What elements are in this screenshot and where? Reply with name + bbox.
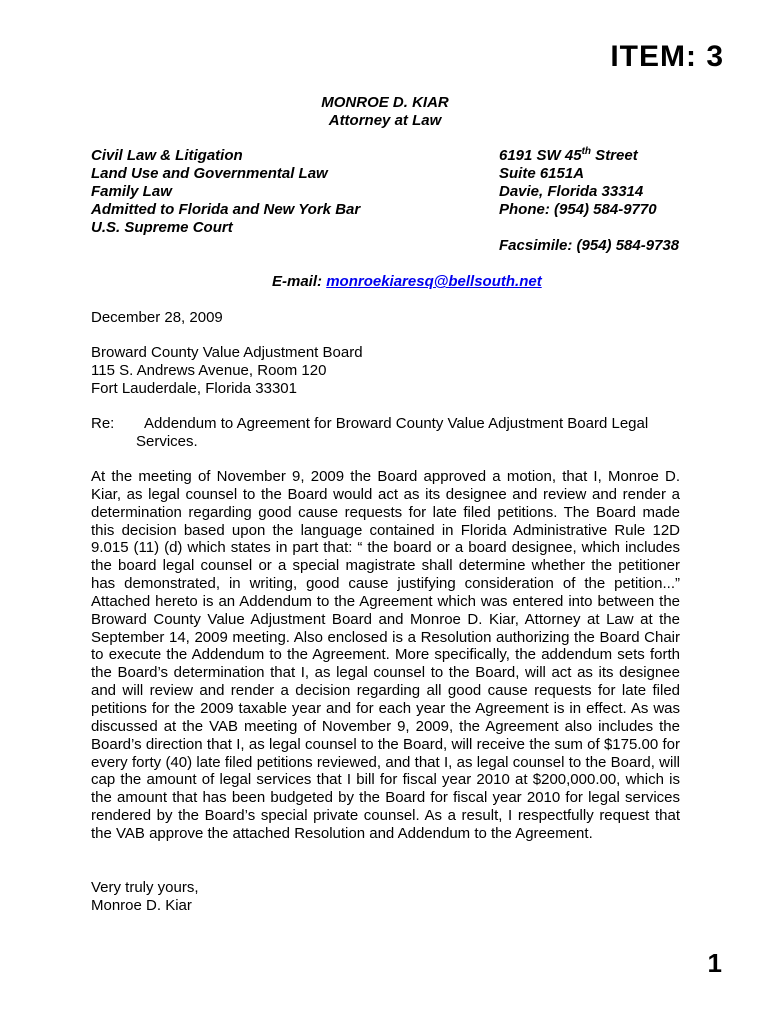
letterhead-name: MONROE D. KIAR: [321, 94, 449, 111]
re-label: Re:: [91, 415, 115, 432]
email-label: E-mail:: [272, 273, 327, 290]
re-text: Addendum to Agreement for Broward County Value Adjustment Board Legal Services.: [136, 415, 649, 450]
phone: Phone: (954) 584-9770: [499, 201, 657, 218]
address-suite: Suite 6151A: [499, 165, 585, 182]
address-city: Davie, Florida 33314: [499, 183, 644, 200]
practice-area: U.S. Supreme Court: [91, 219, 233, 236]
email-line: [272, 273, 542, 291]
office-contact: [499, 147, 679, 255]
street-suffix-sup: th: [581, 146, 592, 157]
address-street: [499, 147, 679, 165]
item-label: ITEM: 3: [610, 40, 724, 73]
facsimile: Facsimile: (954) 584-9738: [499, 237, 680, 254]
recipient-line: Broward County Value Adjustment Board: [91, 344, 363, 361]
practice-area: Admitted to Florida and New York Bar: [91, 201, 361, 218]
closing: Very truly yours,: [91, 879, 199, 896]
practice-areas: [91, 147, 360, 237]
practice-area: Civil Law & Litigation: [91, 147, 243, 164]
practice-area: Land Use and Governmental Law: [91, 165, 328, 182]
practice-area: Family Law: [91, 183, 172, 200]
recipient-line: Fort Lauderdale, Florida 33301: [91, 380, 297, 397]
page-number: 1: [707, 948, 722, 978]
street-word: Street: [591, 147, 638, 164]
email-link[interactable]: monroekiaresq@bellsouth.net: [326, 273, 542, 290]
letter-date: December 28, 2009: [91, 309, 223, 326]
recipient-address: [91, 344, 363, 398]
signature-name: Monroe D. Kiar: [91, 897, 192, 914]
closing-block: [91, 879, 199, 915]
body-paragraph: At the meeting of November 9, 2009 the Board approved a motion, that I, Monroe D. Kiar, as legal counsel to the Board would act as its designee and review and render a determination regarding good cause requests for late filed petitions. The Board made this decision based upon the language contained in Florida Administrative Rule 12D 9.015 (11) (d) which states in part that: “ the board or a board designee, which includes the board legal counsel or a special magistrate shall determine whether the petitioner has demonstrated, in writing, good cause justifying consideration of the petition...” Attached hereto is an Addendum to the Agreement which was entered into between the Broward County Value Adjustment Board and Monroe D. Kiar, Attorney at Law at the September 14, 2009 meeting. Also enclosed is a Resolution authorizing the Board Chair to execute the Addendum to the Agreement. More specifically, the addendum sets forth the Board’s determination that I, as legal counsel to the Board, will act as its designee and will review and render a decision regarding all good cause requests for late filed petitions for the 2009 taxable year and for each year the Agreement is in effect. As was discussed at the VAB meeting of November 9, 2009, the Agreement also includes the Board’s direction that I, as legal counsel to the Board, will receive the sum of $175.00 for every forty (40) late filed petitions reviewed, and that I, as legal counsel to the Board, will cap the amount of legal services that I bill for fiscal year 2010 at $200,000.00, which is the amount that has been budgeted by the Board for fiscal year 2010 for legal services rendered by the Board’s special private counsel. As a result, I respectfully request that the VAB approve the attached Resolution and Addendum to the Agreement.: [91, 468, 680, 842]
letterhead-title: Attorney at Law: [328, 112, 442, 129]
recipient-line: 115 S. Andrews Avenue, Room 120: [91, 362, 327, 379]
street-number: 6191 SW 45: [499, 147, 582, 164]
